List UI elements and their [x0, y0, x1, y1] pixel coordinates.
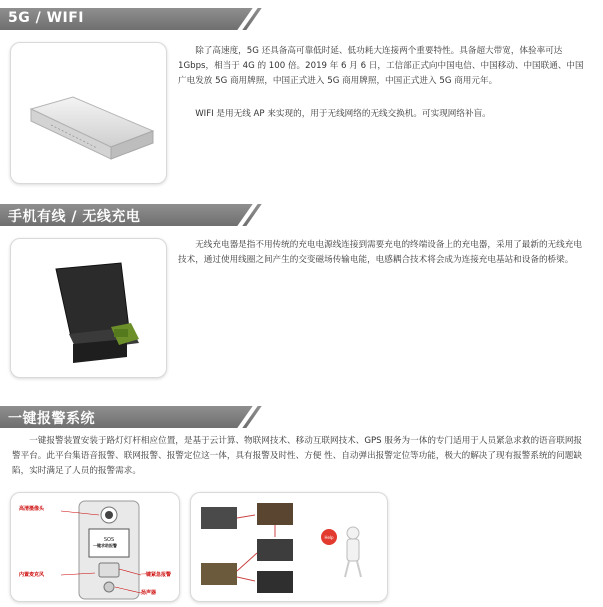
- label-mic: 内置麦克风: [19, 572, 45, 578]
- svg-text:SOS: SOS: [103, 537, 115, 543]
- section-title: 一键报警系统: [8, 411, 95, 427]
- router-image: [11, 43, 166, 183]
- wireless-charger-image: [11, 239, 166, 377]
- label-button: 一键紧急报警: [141, 572, 172, 578]
- 5g-paragraph: 除了高速度，5G 还具备高可靠低时延、低功耗大连接两个重要特性。具备超大带宽，体验率可达 1Gbps，相当于 4G 的 100 倍。2019 年 6 月 6 日，工信部正式向中国电信、中国移动、中国联通、中国广电发放 5G 商用牌照，中国正式进入 5G 商用牌照，中国正式进入 5G 商用元年。: [178, 46, 584, 86]
- section-header-alarm: [0, 406, 268, 428]
- alarm-paragraph: 一键报警装置安装于路灯灯杆相应位置，是基于云计算、物联网技术、移动互联网技术、GPS 服务为一体的专门适用于人员紧急求救的语音联网报警平台。此平台集语音报警、联网报警、报警定位这一体，具有报警及时性、方便 性、自动弹出报警定位等功能，极大的解决了现有报警系统的问题缺陷，实时满足了人员的报警需求。: [12, 436, 583, 476]
- alarm-flow-diagram: [191, 493, 387, 601]
- svg-text:Help: Help: [324, 535, 334, 540]
- section-title: 手机有线 / 无线充电: [8, 209, 141, 225]
- wifi-paragraph: WIFI 是用无线 AP 来实现的，用于无线网络的无线交换机。可实现网络补盲。: [195, 109, 491, 119]
- router-image-card: [10, 42, 167, 184]
- label-panel: 一键求助报警: [93, 543, 117, 548]
- alarm-flow-card: [190, 492, 388, 602]
- label-speaker: 扬声器: [141, 590, 157, 596]
- section-header-charging: [0, 204, 268, 226]
- label-camera: 高清摄像头: [19, 506, 45, 512]
- section-title: 5G / WIFI: [8, 10, 85, 26]
- alarm-device-card: [10, 492, 180, 602]
- section-header-5g-wifi: [0, 8, 268, 30]
- wireless-charger-paragraph: 无线充电器是指不用传统的充电电源线连接到需要充电的终端设备上的充电器，采用了最新的无线充电技术，通过使用线圈之间产生的交变磁场传输电能，电感耦合技术将会成为连接充电基站和设备的桥梁。: [178, 240, 582, 265]
- charger-image-card: [10, 238, 167, 378]
